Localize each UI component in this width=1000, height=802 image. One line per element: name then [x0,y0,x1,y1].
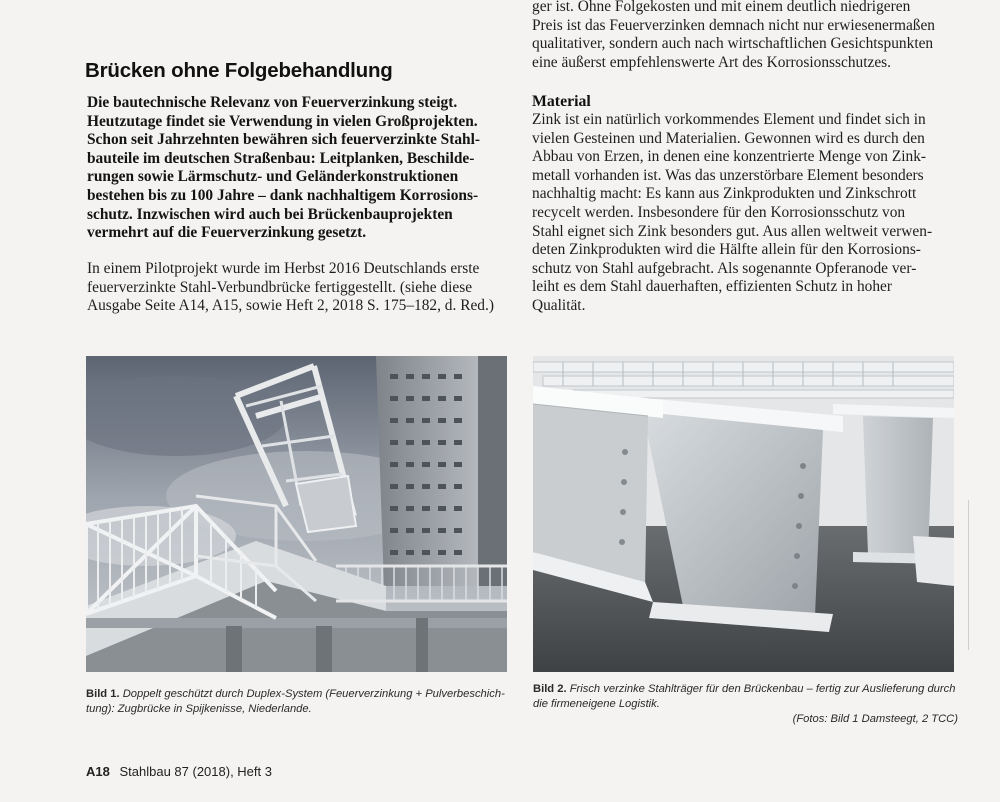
scan-edge-line [968,500,969,650]
intro-line: Ausgabe Seite A14, A15, sowie Heft 2, 2018 S. 175–182, d. Red.) [87,297,494,315]
lead-line: Schon seit Jahrzehnten bewähren sich feuerverzinkte Stahl- [87,131,481,149]
body-line: Abbau von Erzen, in denen eine konzentrierte Menge von Zink- [532,148,927,166]
intro-paragraph [87,260,512,316]
body-line: deten Zinkprodukten wird die Hälfte allein für den Korrosions- [532,241,921,259]
journal-reference: Stahlbau 87 (2018), Heft 3 [119,764,272,779]
figure-label: Bild 2. [533,683,567,695]
body-line: nachhaltig macht: Es kann aus Zinkprodukten und Zinkschrott [532,185,917,203]
body-line: Stahl eignet sich Zink besonders gut. Aus allen weltweit verwen- [532,222,933,240]
body-line: Qualität. [532,296,586,314]
body-line: ger ist. Ohne Folgekosten und mit einem deutlich niedrigeren [532,0,911,15]
figure-caption-1 [86,687,511,717]
body-line: metall vorhanden ist. Was das unzerstörbare Element besonders [532,166,924,184]
lead-line: bestehen bis zu 100 Jahre – dank nachhaltigem Korrosions- [87,186,479,204]
lead-line: schutz. Inzwischen wird auch bei Brückenbauprojekten [87,205,453,223]
section-heading-material: Material [532,93,591,110]
lead-line: Heutzutage findet sie Verwendung in vielen Großprojekten. [87,112,478,130]
lead-line: bauteile im deutschen Straßenbau: Leitplanken, Beschilde- [87,149,475,167]
page-number: A18 [86,764,110,779]
caption-text: Doppelt geschützt durch Duplex-System (Feuerverzinkung + Pulverbeschich- [122,688,505,700]
body-line: schutz von Stahl aufgebracht. Als sogenannte Opferanode ver- [532,259,917,277]
continued-paragraph [532,0,957,72]
photo-drawbridge [86,356,507,672]
page-footer [86,764,272,779]
photo-credit: (Fotos: Bild 1 Damsteegt, 2 TCC) [792,713,958,725]
intro-line: feuerverzinkte Stahl-Verbundbrücke fertiggestellt. (siehe diese [87,278,473,296]
body-line: eine äußerst empfehlenswerte Art des Korrosionsschutzes. [532,53,892,71]
body-line: Preis ist das Feuerverzinken demnach nicht nur erwiesenermaßen [532,16,936,34]
body-line: recycelt werden. Insbesondere für den Korrosionsschutz von [532,203,906,221]
drawbridge-illustration [86,356,507,672]
body-line: vielen Gesteinen und Materialien. Gewonnen wird es durch den [532,129,925,147]
body-line: leiht es dem Stahl dauerhaften, effizienten Schutz in hoher [532,278,892,296]
lead-line: Die bautechnische Relevanz von Feuerverzinkung steigt. [87,94,458,111]
lead-paragraph [87,94,512,243]
girders-illustration [533,356,954,672]
material-paragraph [532,111,957,316]
figure-caption-2 [533,682,958,727]
caption-text: die firmeneigene Logistik. [533,698,660,710]
caption-text: tung): Zugbrücke in Spijkenisse, Niederlande. [86,703,312,715]
photo-steel-girders [533,356,954,672]
body-line: qualitativer, sondern auch nach wirtschaftlichen Gesichtspunkten [532,35,934,53]
caption-text: Frisch verzinke Stahlträger für den Brückenbau – fertig zur Auslieferung durch [569,683,956,695]
lead-line: rungen sowie Lärmschutz- und Geländerkonstruktionen [87,168,459,186]
lead-line: vermehrt auf die Feuerverzinkung gesetzt. [87,224,367,242]
intro-line: In einem Pilotprojekt wurde im Herbst 2016 Deutschlands erste [87,260,480,277]
figure-label: Bild 1. [86,688,120,700]
article-heading: Brücken ohne Folgebehandlung [85,59,393,82]
body-line: Zink ist ein natürlich vorkommendes Element und findet sich in [532,111,926,128]
